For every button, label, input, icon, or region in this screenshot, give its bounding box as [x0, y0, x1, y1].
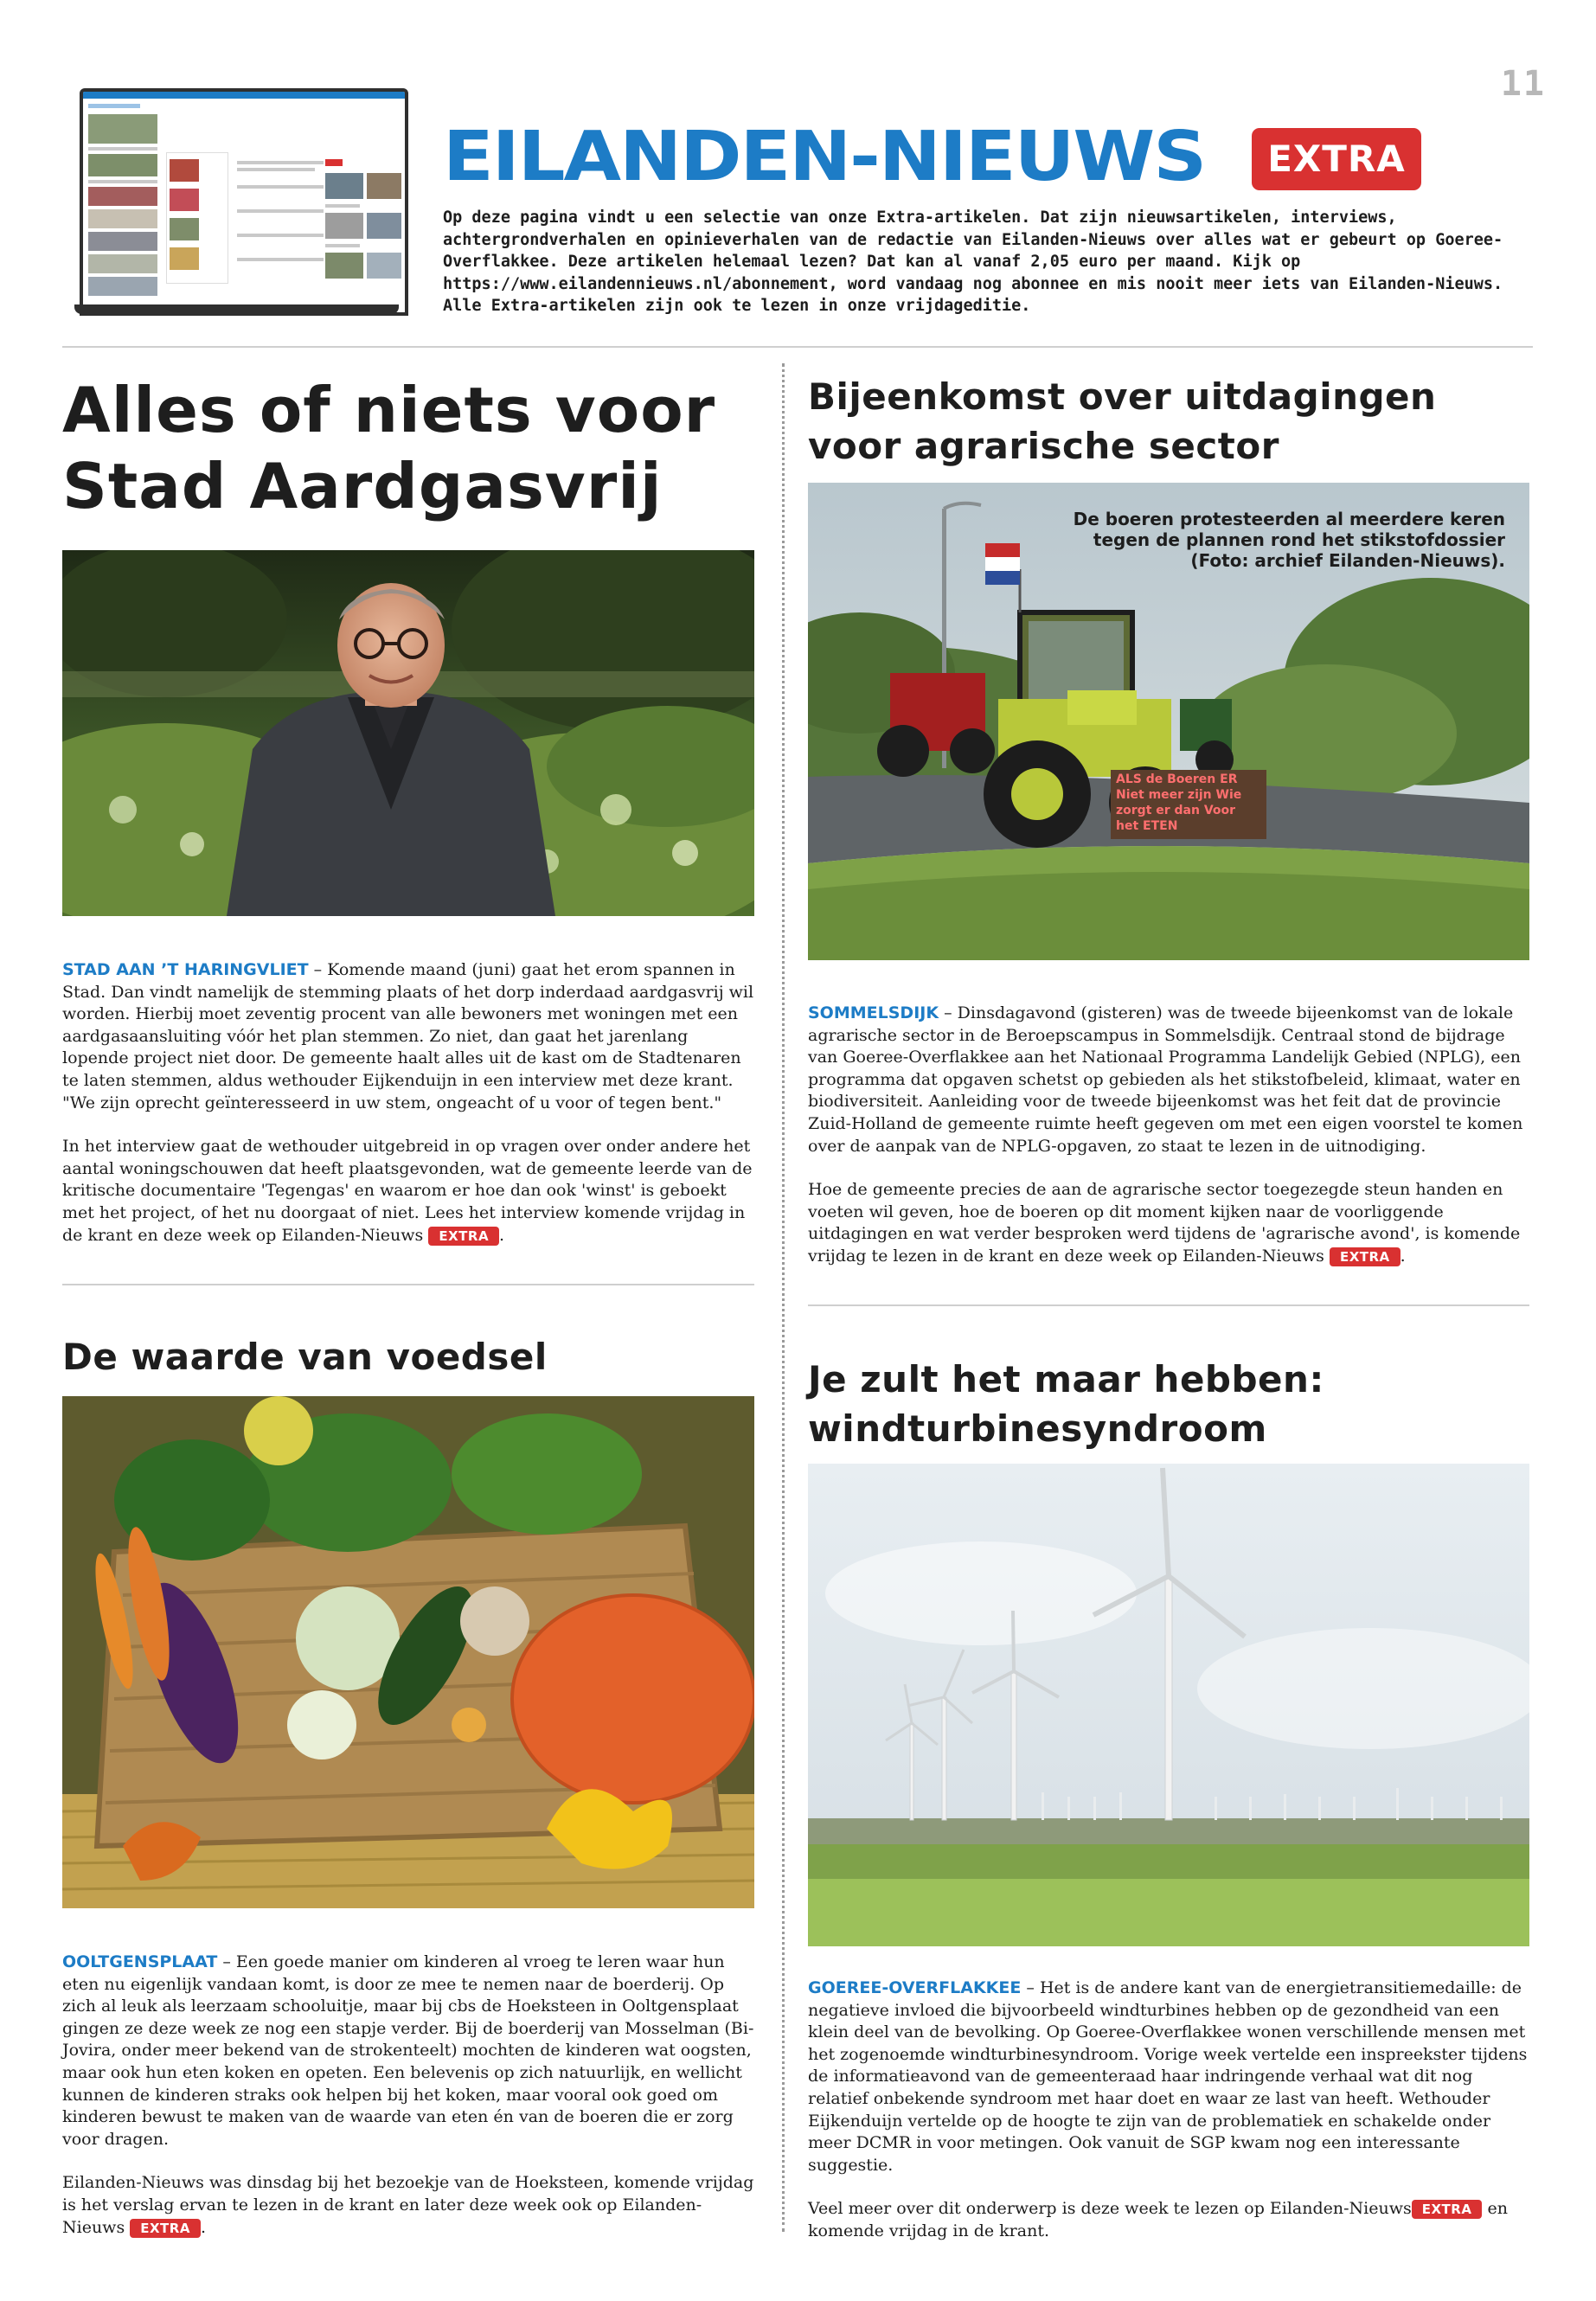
- article-voedsel-dateline: OOLTGENSPLAAT: [62, 1952, 218, 1971]
- aardgas-photo: [62, 550, 754, 916]
- article-wind-p2: Veel meer over dit onderwerp is deze week te lezen op Eilanden-Nieuws: [808, 2199, 1412, 2219]
- article-aardgas-dateline: STAD AAN ’T HARINGVLIET: [62, 960, 309, 979]
- left-section-rule: [62, 1284, 754, 1285]
- masthead-intro: Op deze pagina vindt u een selectie van onze Extra-artikelen. Dat zijn nieuwsartikelen, interviews, achtergrondverhalen en opinieverhalen van de redactie van Eilanden-Nieuws over alles wat er gebeurt op Goeree-Overflakkee. Deze artikelen helemaal lezen? Dat kan al vanaf 2,05 euro per maand. Kijk op https://www.eilandennieuws.nl/abonnement, word vandaag nog abonnee en mis nooit meer iets van Eilanden-Nieuws. Alle Extra-artikelen zijn ook te lezen in onze vrijdageditie.: [443, 208, 1503, 315]
- article-agrarisch-p1: – Dinsdagavond (gisteren) was de tweede bijeenkomst van de lokale agrarische sector in de Beroepscampus in Sommelsdijk. Centraal stond de bijdrage van Goeree-Overflakkee aan het Nationaal Programma Landelijk Gebied (NPLG), een programma dat opgaven schetst op gebieden als het stikstofbeleid, klimaat, water en biodiversiteit. Aanleiding voor de tweede bijeenkomst was het feit dat de provincie Zuid-Holland de gemeente ruimte heeft gegeven om met een eigen voorstel te komen over de aanpak van de NPLG-opgaven, zo staat te lezen in de uitnodiging.: [808, 1003, 1523, 1156]
- article-agrarisch-title: [808, 372, 1526, 471]
- tablet-illustration: [80, 88, 408, 316]
- article-aardgas-p2: In het interview gaat de wethouder uitgebreid in op vragen over onder andere het aantal woningschouwen dat heeft plaatsgevonden, wat de gemeente leerde van de kritische documentaire 'Tegengas' en waarom er hoe dan ook 'winst' is geboekt met het project, of het nu doorgaat of niet. Lees het interview komende vrijdag in de krant en deze week op Eilanden-Nieuws: [62, 1137, 753, 1245]
- windturbines-photo: [808, 1464, 1529, 1946]
- article-agrarisch-body: [808, 1003, 1529, 1290]
- article-agrarisch-p2: Hoe de gemeente precies de aan de agrarische sector toegezegde steun handen en voeten wil geven, hoe de boeren op dit moment kijken naar de voorliggende uitdagingen en wat verder besproken werd tijdens de 'agrarische avond', is komende vrijdag te lezen in de krant en deze week op Eilanden-Nieuws: [808, 1180, 1521, 1266]
- article-voedsel-p2: Eilanden-Nieuws was dinsdag bij het bezoekje van de Hoeksteen, komende vrijdag is het verslag ervan te lezen in de krant en later deze week ook op Eilanden-Nieuws: [62, 2173, 754, 2237]
- article-voedsel-p2-end: .: [200, 2217, 206, 2237]
- article-wind-title-line2: windturbinesyndroom: [808, 1407, 1267, 1450]
- column-divider: [782, 363, 785, 2232]
- article-voedsel-p1: – Een goede manier om kinderen al vroeg te leren waar hun eten nu eigenlijk vandaan komt, is door ze mee te nemen naar de boerderij. Op zich al leuk als leerzaam schooluitje, maar bij cbs de Hoeksteen in Ooltgensplaat gingen ze deze week ze nog een stapje verder. Bij de boerderij van Mosselman (Bi-Jovira, onder meer bekend van de strokenteelt) mochten de kinderen wat oogsten, maar ook hun eten koken en opeten. Een belevenis op zich natuurlijk, en wellicht kunnen de kinderen straks ook helpen bij het koken, maar vooral ook goed om kinderen bewust te maken van de waarde van eten én van de boeren die er zorg voor dragen.: [62, 1952, 754, 2149]
- article-aardgas-p2-end: .: [499, 1225, 505, 1245]
- masthead-logo: EILANDEN-NIEUWS: [443, 117, 1206, 197]
- article-wind-dateline: GOEREE-OVERFLAKKEE: [808, 1978, 1022, 1997]
- wind-extra-link[interactable]: EXTRA: [1412, 2200, 1483, 2219]
- article-agrarisch-title-line1: Bijeenkomst over uitdagingen: [808, 375, 1437, 418]
- article-wind-p2-end: en komende vrijdag in de krant.: [808, 2199, 1508, 2240]
- article-aardgas-p1: – Komende maand (juni) gaat het erom spannen in Stad. Dan vindt namelijk de stemming plaats of het dorp inderdaad aardgasvrij wil worden. Hierbij moet zeventig procent van alle bewoners met woningen met een aardgasaansluiting vóór het plan stemmen. Zo niet, dan gaat het jarenlang lopende project niet door. De gemeente haalt alles uit de kast om de Stadtenaren te laten stemmen, aldus wethouder Eijkenduijn in een interview met deze krant. "We zijn oprecht geïnteresseerd in uw stem, ongeacht of u voor of tegen bent.": [62, 960, 754, 1112]
- article-voedsel-title: De waarde van voedsel: [62, 1336, 548, 1378]
- header-rule: [62, 346, 1533, 348]
- vegetables-photo: [62, 1396, 754, 1908]
- aardgas-extra-link[interactable]: EXTRA: [428, 1227, 499, 1246]
- article-agrarisch-p2-end: .: [1400, 1246, 1406, 1266]
- article-aardgas-title: Alles of niets voor Stad Aardgasvrij: [62, 374, 716, 522]
- article-voedsel-body: [62, 1952, 754, 2260]
- article-wind-title-line1: Je zult het maar hebben:: [808, 1358, 1324, 1400]
- tablet-stand: [74, 304, 399, 314]
- page-number: 11: [1500, 64, 1546, 104]
- voedsel-extra-link[interactable]: EXTRA: [130, 2219, 201, 2238]
- article-agrarisch-dateline: SOMMELSDIJK: [808, 1003, 939, 1022]
- extra-badge: EXTRA: [1252, 128, 1421, 190]
- tractor-caption: De boeren protesteerden al meerdere keren tegen de plannen rond het stikstofdossier (Foto: archief Eilanden-Nieuws).: [1073, 509, 1505, 571]
- agrarisch-extra-link[interactable]: EXTRA: [1330, 1247, 1401, 1266]
- article-wind-p1: – Het is de andere kant van de energietransitiemedaille: de negatieve invloed die bijvoorbeeld windturbines hebben op de gezondheid van een klein deel van de bevolking. Op Goeree-Overflakkee wonen verschillende mensen met het zogenoemde windturbinesyndroom. Vorige week vertelde een inspreekster tijdens de informatieavond van de gemeenteraad haar indringende verhaal wat dit nog relatief onbekende syndroom met haar doet en waar ze last van heeft. Wethouder Eijkenduijn vertelde op de hoogte te zijn van de problematiek en schakelde onder meer DCMR in voor metingen. Ook vanuit de SGP kwam nog een interessante suggestie.: [808, 1978, 1528, 2175]
- right-section-rule: [808, 1304, 1529, 1306]
- protest-banner-text: ALS de Boeren ER Niet meer zijn Wie zorgt er dan Voor het ETEN: [1116, 772, 1242, 833]
- article-aardgas-body: [62, 959, 754, 1268]
- article-wind-body: [808, 1977, 1529, 2265]
- article-wind-title: [808, 1355, 1529, 1453]
- article-agrarisch-title-line2: voor agrarische sector: [808, 425, 1279, 467]
